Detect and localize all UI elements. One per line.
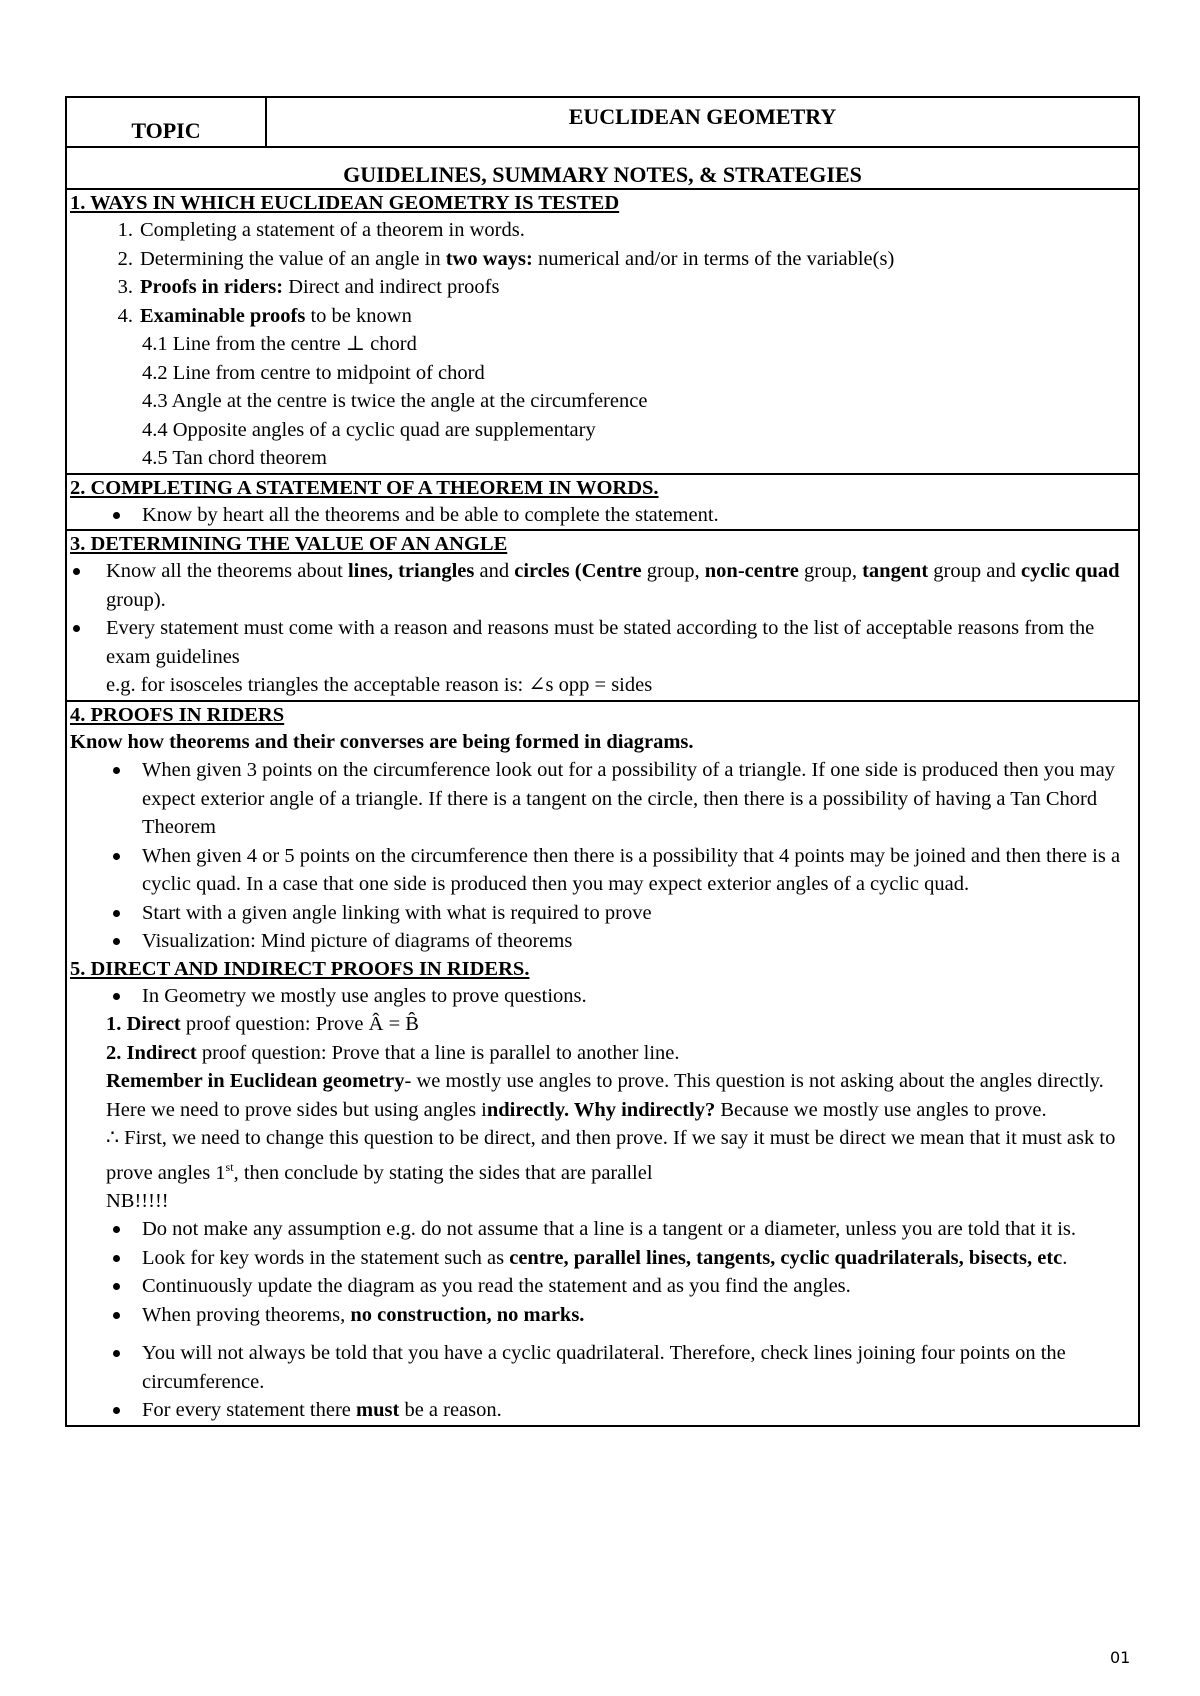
section-angle-value bbox=[67, 531, 1138, 702]
bold-run: non-centre bbox=[704, 560, 799, 582]
item-text: Know by heart all the theorems and be able to complete the statement. bbox=[142, 503, 719, 526]
bold-run: cyclic quad bbox=[1020, 560, 1120, 582]
bullet-icon bbox=[67, 1244, 142, 1273]
page-subtitle: GUIDELINES, SUMMARY NOTES, & STRATEGIES bbox=[67, 148, 1138, 190]
bullet-list bbox=[67, 557, 1138, 671]
bullet-icon bbox=[67, 927, 142, 956]
text-run: For every statement there bbox=[142, 1399, 357, 1422]
bullet-icon bbox=[67, 1339, 142, 1396]
list-item bbox=[67, 1244, 1138, 1273]
bullet-icon bbox=[67, 982, 142, 1011]
text-run: proof question: Prove that a line is parallel to another line. bbox=[196, 1041, 680, 1064]
item-text: Start with a given angle linking with what is required to prove bbox=[142, 901, 652, 924]
sub-item: 4.1 Line from the centre ⊥ chord bbox=[142, 333, 417, 355]
text-run: Look for key words in the statement such as bbox=[142, 1246, 510, 1269]
bullet-list bbox=[67, 1339, 1138, 1425]
bullet-icon bbox=[67, 1301, 142, 1330]
bullet-icon bbox=[67, 899, 142, 928]
bullet-list bbox=[67, 1215, 1138, 1329]
item-number: 2. bbox=[117, 247, 133, 270]
bold-run: tangent bbox=[862, 560, 929, 582]
bullet-icon bbox=[67, 842, 142, 899]
bold-run: no construction, no marks. bbox=[350, 1303, 585, 1326]
list-item bbox=[67, 216, 1138, 245]
bullet-icon bbox=[67, 1215, 142, 1244]
item-text bbox=[142, 1244, 1138, 1273]
section-heading: 2. COMPLETING A STATEMENT OF A THEOREM IN WORDS. bbox=[70, 476, 659, 499]
item-text: When given 4 or 5 points on the circumference then there is a possibility that 4 points may be joined and then there is a cyclic quad. In a case that one side is produced then you may expect exterior angles of a cyclic quad. bbox=[142, 844, 1121, 895]
bullet-icon bbox=[67, 501, 142, 530]
text-run: . bbox=[1062, 1246, 1068, 1269]
list-item bbox=[67, 756, 1138, 842]
text-run: to be known bbox=[305, 304, 412, 327]
section-heading: 3. DETERMINING THE VALUE OF AN ANGLE bbox=[70, 533, 508, 555]
superscript: st bbox=[225, 1159, 234, 1174]
sub-item: 4.2 Line from centre to midpoint of chord bbox=[142, 361, 485, 384]
list-item bbox=[67, 1396, 1138, 1425]
sub-item: 4.3 Angle at the centre is twice the angle at the circumference bbox=[142, 390, 648, 412]
text-run: be a reason. bbox=[399, 1399, 502, 1422]
item-text: Completing a statement of a theorem in words. bbox=[140, 219, 525, 241]
item-text: Visualization: Mind picture of diagrams of theorems bbox=[142, 930, 573, 952]
item-text bbox=[140, 245, 894, 274]
bold-run: Remember in Euclidean geometry bbox=[106, 1070, 405, 1092]
bullet-list bbox=[67, 501, 1138, 530]
text-run: ∴ First, we need to change this question to be direct, and then prove. If we say it must be direct we mean that it must ask to prove angles 1 bbox=[106, 1127, 1116, 1184]
bold-run: centre, parallel lines, tangents, cyclic quadrilaterals, bisects, etc bbox=[509, 1246, 1063, 1269]
list-item bbox=[67, 842, 1138, 899]
spacer bbox=[67, 1329, 1138, 1339]
therefore-paragraph bbox=[67, 1124, 1138, 1187]
sub-item: 4.5 Tan chord theorem bbox=[142, 447, 327, 469]
item-text: Continuously update the diagram as you read the statement and as you find the angles. bbox=[142, 1275, 851, 1298]
text-run: group, bbox=[798, 560, 863, 582]
item-text: Do not make any assumption e.g. do not assume that a line is a tangent or a diameter, unless you are told that it is. bbox=[142, 1218, 1077, 1241]
sub-item: 4.4 Opposite angles of a cyclic quad are supplementary bbox=[142, 418, 596, 441]
item-text bbox=[142, 1396, 1138, 1425]
bold-run: Know how theorems and their converses are being formed in diagrams. bbox=[70, 730, 694, 753]
item-number: 1. bbox=[117, 219, 133, 241]
text-run: group). bbox=[106, 588, 166, 611]
item-text: You will not always be told that you have a cyclic quadrilateral. Therefore, check lines joining four points on the circumference. bbox=[142, 1342, 1066, 1393]
text-run: When proving theorems, bbox=[142, 1303, 351, 1326]
item-text bbox=[106, 557, 1138, 614]
list-item bbox=[67, 302, 1138, 331]
text-run: Direct and indirect proofs bbox=[283, 276, 500, 298]
list-item bbox=[67, 899, 1138, 928]
text-run: - we mostly use angles to prove. This question is not asking about the angles directly. Here we need to prove sides but using angles i bbox=[106, 1070, 1104, 1121]
text-run: numerical and/or in terms of the variable(s) bbox=[532, 247, 895, 270]
bullet-list bbox=[67, 756, 1138, 956]
section-heading: 1. WAYS IN WHICH EUCLIDEAN GEOMETRY IS TESTED bbox=[70, 192, 620, 214]
list-item bbox=[67, 1215, 1138, 1244]
topic-label: TOPIC bbox=[67, 98, 267, 146]
list-item bbox=[67, 982, 1138, 1011]
bold-run: Direct bbox=[126, 1013, 181, 1035]
remember-paragraph bbox=[67, 1067, 1138, 1124]
list-item bbox=[67, 614, 1138, 671]
bold-run: must bbox=[356, 1399, 400, 1422]
page-title: EUCLIDEAN GEOMETRY bbox=[568, 104, 837, 129]
text-run: group and bbox=[928, 560, 1021, 582]
bullet-icon bbox=[67, 756, 142, 842]
page-number: 01 bbox=[1110, 1648, 1131, 1667]
nb-line: NB!!!!! bbox=[106, 1189, 169, 1212]
text-run: proof question: Prove Â = B̂ bbox=[180, 1013, 419, 1035]
list-item bbox=[67, 1272, 1138, 1301]
bullet-icon bbox=[67, 614, 106, 671]
list-item bbox=[67, 501, 1138, 530]
list-item bbox=[67, 245, 1138, 274]
bold-run: two ways: bbox=[445, 247, 533, 270]
item-text: When given 3 points on the circumference look out for a possibility of a triangle. If one side is produced then you may expect exterior angle of a triangle. If there is a tangent on the circle, then there is a possibility of having a Tan Chord Theorem bbox=[142, 759, 1115, 838]
direct-proof-line bbox=[67, 1010, 1138, 1039]
notes-table bbox=[65, 96, 1140, 1427]
bold-run: lines, triangles bbox=[347, 560, 475, 582]
text-run: Because we mostly use angles to prove. bbox=[715, 1098, 1047, 1121]
section-heading: 4. PROOFS IN RIDERS bbox=[70, 703, 285, 726]
bullet-list bbox=[67, 982, 1138, 1011]
bold-run: circles (Centre bbox=[514, 560, 642, 582]
item-text bbox=[140, 302, 412, 331]
bullet-icon bbox=[67, 1396, 142, 1425]
lead-text bbox=[67, 728, 1138, 757]
numbered-list bbox=[67, 216, 1138, 330]
list-item bbox=[67, 273, 1138, 302]
indirect-proof-line bbox=[67, 1039, 1138, 1068]
bullet-icon bbox=[67, 557, 106, 614]
list-item bbox=[67, 927, 1138, 956]
list-item bbox=[67, 1339, 1138, 1396]
header-row bbox=[67, 98, 1138, 148]
item-text bbox=[142, 1301, 1138, 1330]
section-proofs-riders bbox=[67, 702, 1138, 1425]
item-text bbox=[140, 273, 499, 302]
bold-run: Indirect bbox=[126, 1041, 197, 1064]
section-completing-statement bbox=[67, 475, 1138, 532]
item-number: 4. bbox=[117, 304, 133, 327]
bold-run: Examinable proofs bbox=[140, 304, 306, 327]
list-item bbox=[67, 557, 1138, 614]
section-ways-tested bbox=[67, 190, 1138, 475]
text-run: Know all the theorems about bbox=[106, 560, 348, 582]
item-number: 3. bbox=[117, 276, 133, 298]
text-run: group, bbox=[641, 560, 705, 582]
section-heading-direct-indirect: 5. DIRECT AND INDIRECT PROOFS IN RIDERS. bbox=[70, 957, 530, 980]
text-run: Determining the value of an angle in bbox=[140, 247, 446, 270]
item-text: Every statement must come with a reason and reasons must be stated according to the list of acceptable reasons from the exam guidelines bbox=[106, 617, 1095, 668]
bold-run: Proofs in riders: bbox=[140, 276, 284, 298]
example-line: e.g. for isosceles triangles the acceptable reason is: ∠s opp = sides bbox=[106, 674, 653, 696]
list-item bbox=[67, 1301, 1138, 1330]
bold-run: ndirectly. Why indirectly? bbox=[486, 1098, 716, 1121]
text-run: , then conclude by stating the sides that are parallel bbox=[233, 1161, 653, 1184]
item-text: In Geometry we mostly use angles to prove questions. bbox=[142, 984, 587, 1007]
bold-run: 2. bbox=[106, 1041, 122, 1064]
bold-run: 1. bbox=[106, 1013, 122, 1035]
text-run: and bbox=[474, 560, 515, 582]
bullet-icon bbox=[67, 1272, 142, 1301]
